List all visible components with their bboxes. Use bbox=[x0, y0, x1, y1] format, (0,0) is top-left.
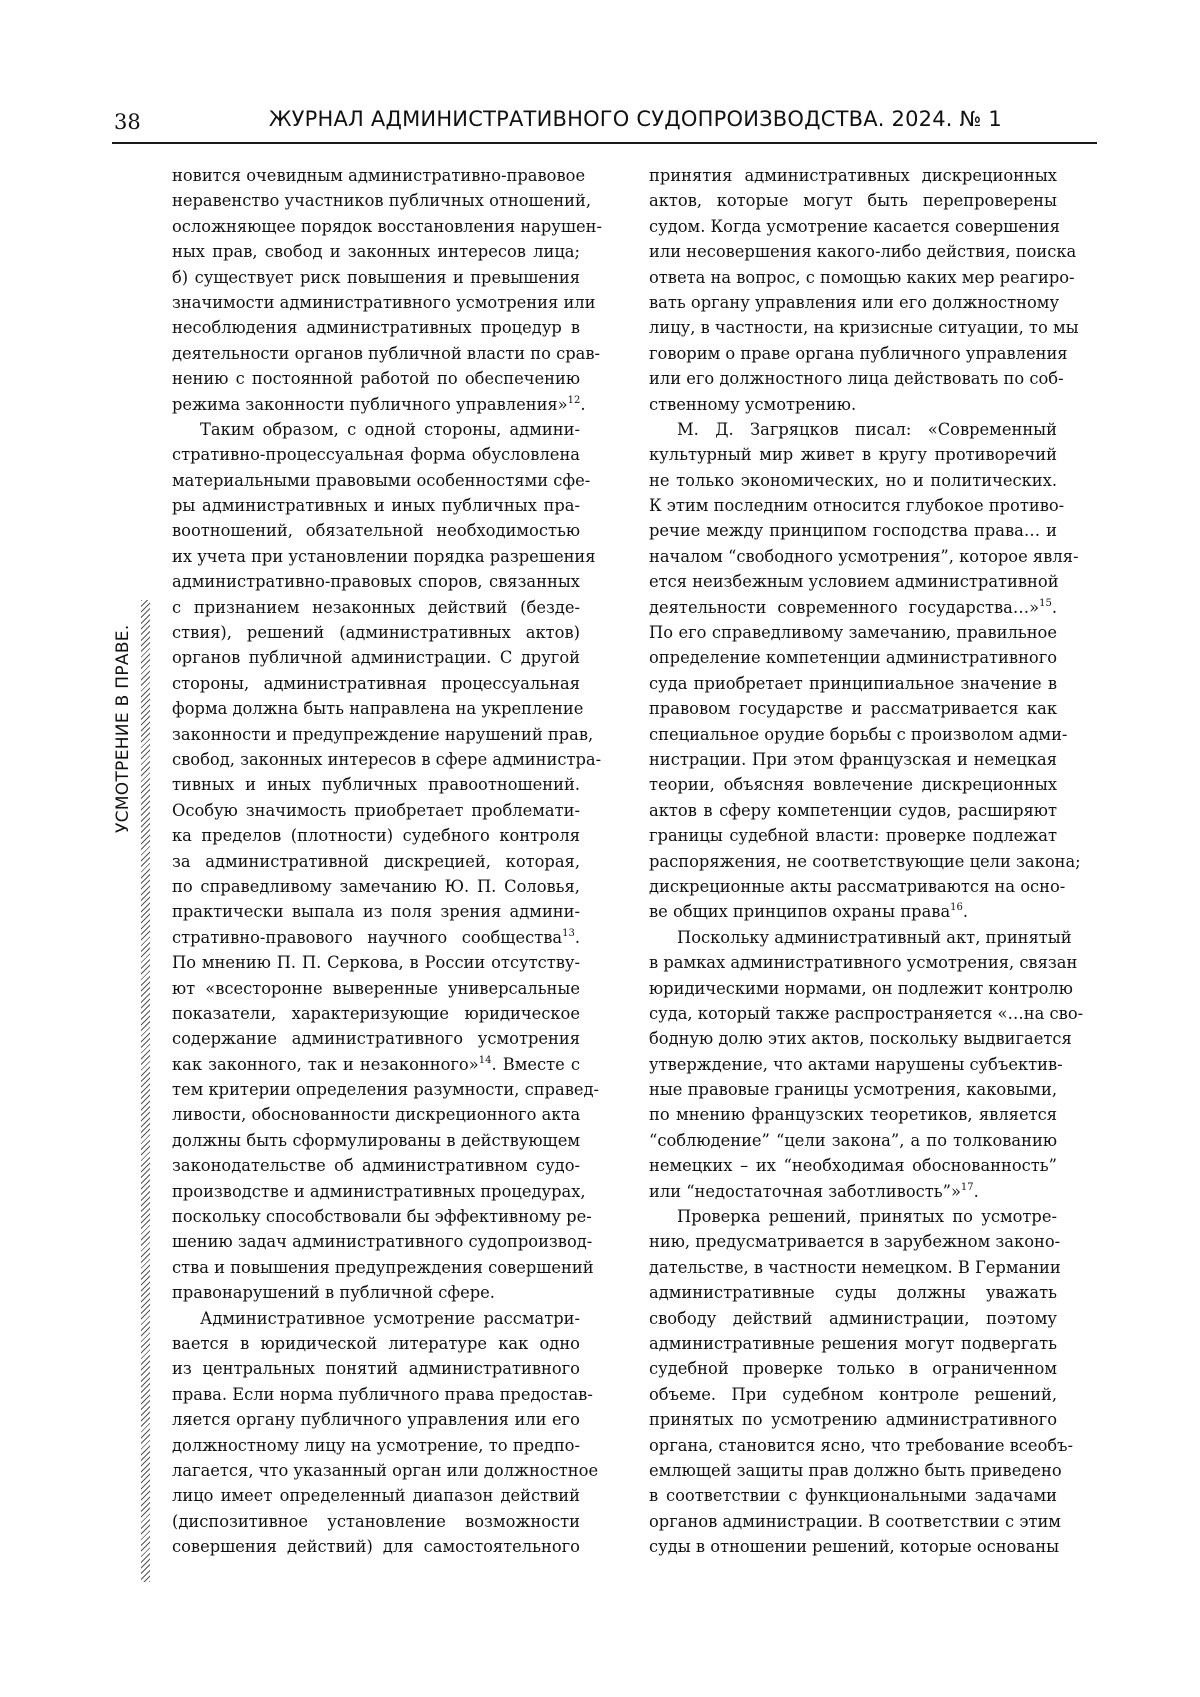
text-line: ственному усмотрению. bbox=[649, 392, 1057, 417]
text-line: нению с постоянной работой по обеспечению bbox=[172, 366, 580, 391]
text-line: законодательстве об административном судо- bbox=[172, 1153, 580, 1178]
text-line: Особую значимость приобретает проблемати- bbox=[172, 798, 580, 823]
text-line: культурный мир живет в кругу противоречий bbox=[649, 442, 1057, 467]
text-line: началом “свободного усмотрения”, которое явля- bbox=[649, 544, 1057, 569]
text-line: распоряжения, не соответствующие цели закона; bbox=[649, 849, 1057, 874]
text-line: говорим о праве органа публичного управления bbox=[649, 341, 1057, 366]
running-header bbox=[112, 102, 1097, 144]
text-line: определение компетенции административного bbox=[649, 645, 1057, 670]
text-line: совершения действий) для самостоятельного bbox=[172, 1534, 580, 1559]
text-line: ных прав, свобод и законных интересов лица; bbox=[172, 239, 580, 264]
text-line: бодную долю этих актов, поскольку выдвигается bbox=[649, 1026, 1057, 1051]
text-line: Административное усмотрение рассматри- bbox=[172, 1306, 580, 1331]
decorative-hatch-strip bbox=[141, 600, 150, 1582]
text-line: органа, становится ясно, что требование всеобъ- bbox=[649, 1433, 1057, 1458]
text-line: из центральных понятий административного bbox=[172, 1356, 580, 1381]
section-side-label: УСМОТРЕНИЕ В ПРАВЕ. bbox=[113, 624, 133, 833]
text-line: специальное орудие борьбы с произволом адми- bbox=[649, 722, 1057, 747]
right-text-column bbox=[649, 163, 1057, 1559]
text-line: несоблюдения административных процедур в bbox=[172, 315, 580, 340]
text-line: производстве и административных процедурах, bbox=[172, 1179, 580, 1204]
text-line: их учета при установлении порядка разрешения bbox=[172, 544, 580, 569]
text-line: вать органу управления или его должностному bbox=[649, 290, 1057, 315]
text-line: Поскольку административный акт, принятый bbox=[649, 925, 1057, 950]
text-line: должны быть сформулированы в действующем bbox=[172, 1128, 580, 1153]
text-line: актов, которые могут быть перепроверены bbox=[649, 188, 1057, 213]
text-line: ют «всесторонне выверенные универсальные bbox=[172, 976, 580, 1001]
text-line: материальными правовыми особенностями сфе- bbox=[172, 468, 580, 493]
text-line: ливости, обоснованности дискреционного акта bbox=[172, 1102, 580, 1127]
text-line: по мнению французских теоретиков, является bbox=[649, 1102, 1057, 1127]
text-line: неравенство участников публичных отношений, bbox=[172, 188, 580, 213]
text-line: дискреционные акты рассматриваются на осно- bbox=[649, 874, 1057, 899]
text-line-with-footnote: ве общих принципов охраны права16. bbox=[649, 899, 1057, 924]
text-line: теории, объясняя вовлечение дискреционных bbox=[649, 772, 1057, 797]
footnote-ref: 14 bbox=[479, 1055, 492, 1066]
text-line: юридическими нормами, он подлежит контролю bbox=[649, 976, 1057, 1001]
text-line: законности и предупреждение нарушений прав, bbox=[172, 722, 580, 747]
text-line: суда, который также распространяется «…на сво- bbox=[649, 1001, 1057, 1026]
text-line: судом. Когда усмотрение касается совершения bbox=[649, 214, 1057, 239]
text-line: должностному лицу на усмотрение, то предпо- bbox=[172, 1433, 580, 1458]
footnote-ref: 17 bbox=[961, 1182, 974, 1193]
text-line: суда приобретает принципиальное значение в bbox=[649, 671, 1057, 696]
journal-title: ЖУРНАЛ АДМИНИСТРАТИВНОГО СУДОПРОИЗВОДСТВА. 2024. № 1 bbox=[269, 107, 1002, 131]
footnote-ref: 12 bbox=[568, 395, 581, 406]
text-line: не только экономических, но и политических. bbox=[649, 468, 1057, 493]
text-line: лицо имеет определенный диапазон действий bbox=[172, 1483, 580, 1508]
text-line: нию, предусматривается в зарубежном законо- bbox=[649, 1229, 1057, 1254]
text-line: М. Д. Загряцков писал: «Современный bbox=[649, 417, 1057, 442]
text-line: ется неизбежным условием административной bbox=[649, 569, 1057, 594]
text-line: тем критерии определения разумности, справед- bbox=[172, 1077, 580, 1102]
footnote-ref: 16 bbox=[950, 902, 963, 913]
text-line: административные суды должны уважать bbox=[649, 1280, 1057, 1305]
text-line: свобод, законных интересов в сфере администра- bbox=[172, 747, 580, 772]
text-line: показатели, характеризующие юридическое bbox=[172, 1001, 580, 1026]
text-line: границы судебной власти: проверке подлежат bbox=[649, 823, 1057, 848]
text-line: утверждение, что актами нарушены субъектив- bbox=[649, 1052, 1057, 1077]
text-line: емлющей защиты прав должно быть приведено bbox=[649, 1458, 1057, 1483]
text-line: вается в юридической литературе как одно bbox=[172, 1331, 580, 1356]
text-line: правонарушений в публичной сфере. bbox=[172, 1280, 580, 1305]
text-line: поскольку способствовали бы эффективному ре- bbox=[172, 1204, 580, 1229]
text-line: ные правовые границы усмотрения, каковыми, bbox=[649, 1077, 1057, 1102]
text-line: принятия административных дискреционных bbox=[649, 163, 1057, 188]
text-line: стороны, административная процессуальная bbox=[172, 671, 580, 696]
text-line: нистрации. При этом французская и немецкая bbox=[649, 747, 1057, 772]
text-line-with-footnote: деятельности современного государства…»15. bbox=[649, 595, 1057, 620]
text-line: свободу действий администрации, поэтому bbox=[649, 1306, 1057, 1331]
text-line: принятых по усмотрению административного bbox=[649, 1407, 1057, 1432]
page-number: 38 bbox=[114, 110, 141, 134]
text-line: административно-правовых споров, связанных bbox=[172, 569, 580, 594]
text-line-with-footnote: как законного, так и незаконного»14. Вместе с bbox=[172, 1052, 580, 1077]
text-line: суды в отношении решений, которые основаны bbox=[649, 1534, 1057, 1559]
footnote-ref: 13 bbox=[562, 928, 575, 939]
text-line: в рамках административного усмотрения, связан bbox=[649, 950, 1057, 975]
text-line: ствия), решений (административных актов) bbox=[172, 620, 580, 645]
footnote-ref: 15 bbox=[1039, 598, 1052, 609]
text-line: права. Если норма публичного права предостав- bbox=[172, 1382, 580, 1407]
text-line: “соблюдение” “цели закона”, а по толкованию bbox=[649, 1128, 1057, 1153]
text-line: административные решения могут подвергать bbox=[649, 1331, 1057, 1356]
text-line: деятельности органов публичной власти по срав- bbox=[172, 341, 580, 366]
text-line: за административной дискрецией, которая, bbox=[172, 849, 580, 874]
text-line: или его должностного лица действовать по соб- bbox=[649, 366, 1057, 391]
text-line: ответа на вопрос, с помощью каких мер реагиро- bbox=[649, 265, 1057, 290]
text-line: с признанием незаконных действий (безде- bbox=[172, 595, 580, 620]
text-line: стративно-процессуальная форма обусловлена bbox=[172, 442, 580, 467]
text-line-with-footnote: стративно-правового научного сообщества13. bbox=[172, 925, 580, 950]
text-line: воотношений, обязательной необходимостью bbox=[172, 518, 580, 543]
left-text-column bbox=[172, 163, 580, 1559]
text-line: По мнению П. П. Серкова, в России отсутству- bbox=[172, 950, 580, 975]
text-line: немецких – их “необходимая обоснованность” bbox=[649, 1153, 1057, 1178]
text-line: практически выпала из поля зрения админи- bbox=[172, 899, 580, 924]
text-line: лагается, что указанный орган или должностное bbox=[172, 1458, 580, 1483]
text-line: ры административных и иных публичных пра- bbox=[172, 493, 580, 518]
text-line: лицу, в частности, на кризисные ситуации, то мы bbox=[649, 315, 1057, 340]
text-line: ляется органу публичного управления или его bbox=[172, 1407, 580, 1432]
text-line: новится очевидным административно-правовое bbox=[172, 163, 580, 188]
text-line: осложняющее порядок восстановления нарушен- bbox=[172, 214, 580, 239]
text-line: речие между принципом господства права… и bbox=[649, 518, 1057, 543]
text-line: или несовершения какого-либо действия, поиска bbox=[649, 239, 1057, 264]
text-line: ка пределов (плотности) судебного контроля bbox=[172, 823, 580, 848]
text-line: б) существует риск повышения и превышения bbox=[172, 265, 580, 290]
text-line: Проверка решений, принятых по усмотре- bbox=[649, 1204, 1057, 1229]
text-line: содержание административного усмотрения bbox=[172, 1026, 580, 1051]
text-line: в соответствии с функциональными задачами bbox=[649, 1483, 1057, 1508]
text-line: ства и повышения предупреждения совершений bbox=[172, 1255, 580, 1280]
text-line: По его справедливому замечанию, правильное bbox=[649, 620, 1057, 645]
text-line: шению задач административного судопроизвод- bbox=[172, 1229, 580, 1254]
text-line: значимости административного усмотрения или bbox=[172, 290, 580, 315]
text-line: Таким образом, с одной стороны, админи- bbox=[172, 417, 580, 442]
text-line: (диспозитивное установление возможности bbox=[172, 1509, 580, 1534]
text-line: судебной проверке только в ограниченном bbox=[649, 1356, 1057, 1381]
text-line: объеме. При судебном контроле решений, bbox=[649, 1382, 1057, 1407]
text-line: К этим последним относится глубокое противо- bbox=[649, 493, 1057, 518]
text-line: по справедливому замечанию Ю. П. Соловья, bbox=[172, 874, 580, 899]
text-line: дательстве, в частности немецком. В Германии bbox=[649, 1255, 1057, 1280]
text-line: органов публичной администрации. С другой bbox=[172, 645, 580, 670]
text-line: форма должна быть направлена на укрепление bbox=[172, 696, 580, 721]
text-line: правовом государстве и рассматривается как bbox=[649, 696, 1057, 721]
text-line: актов в сферу компетенции судов, расширяют bbox=[649, 798, 1057, 823]
text-line-with-footnote: или “недостаточная заботливость”»17. bbox=[649, 1179, 1057, 1204]
text-line: органов администрации. В соответствии с этим bbox=[649, 1509, 1057, 1534]
text-line: тивных и иных публичных правоотношений. bbox=[172, 772, 580, 797]
text-line-with-footnote: режима законности публичного управления»12. bbox=[172, 392, 580, 417]
